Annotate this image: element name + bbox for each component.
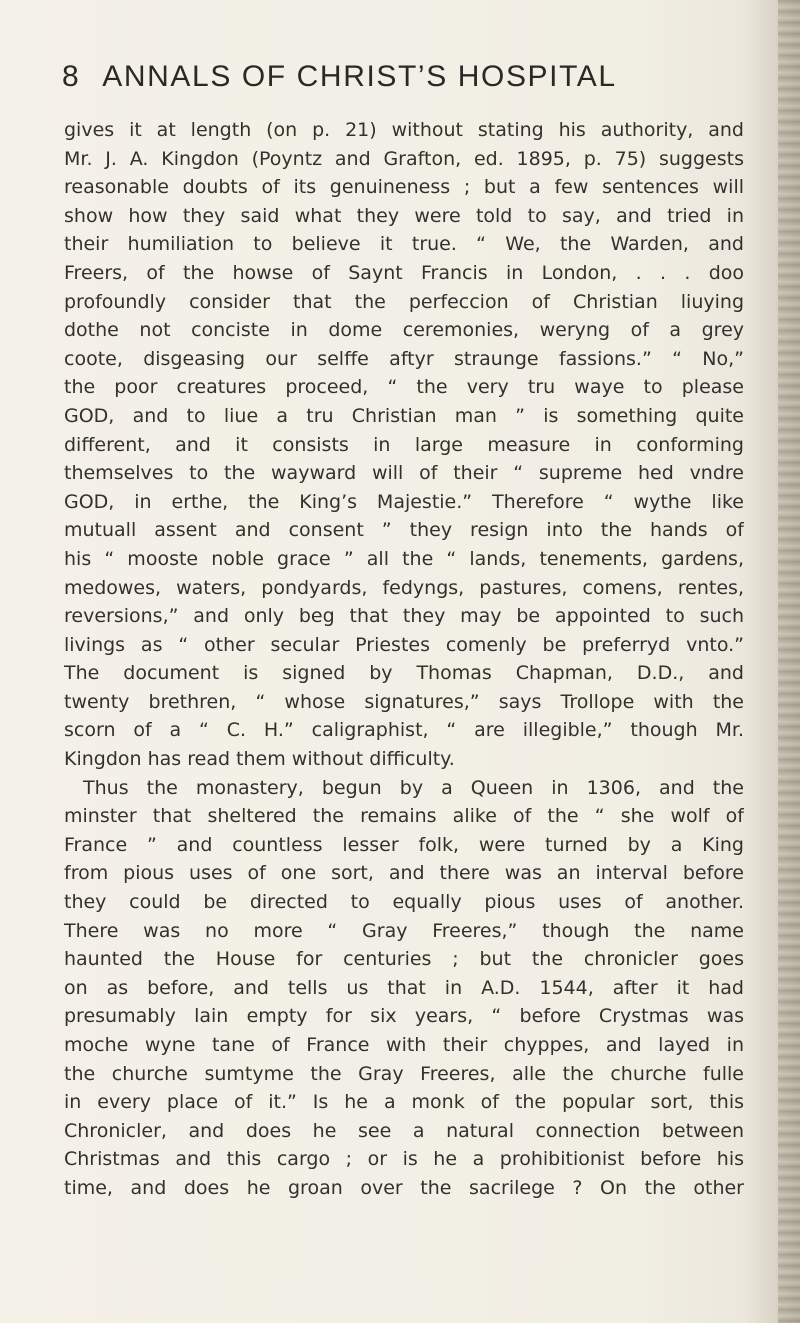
text-line: they could be directed to equally pious uses of another. (64, 891, 744, 914)
page-number: 8 (62, 60, 81, 93)
text-line: Chronicler, and does he see a natural connection between (64, 1119, 744, 1142)
text-line: scorn of a “ C. H.” caligraphist, “ are illegible,” though Mr. (64, 719, 744, 742)
text-line: medowes, waters, pondyards, fedyngs, pastures, comens, rentes, (64, 576, 744, 599)
body-text (64, 116, 744, 1203)
text-line: Christmas and this cargo ; or is he a prohibitionist before his (64, 1148, 744, 1171)
text-line: GOD, in erthe, the King’s Majestie.” Therefore “ wythe like (64, 490, 744, 513)
text-line: time, and does he groan over the sacrilege ? On the other (64, 1176, 744, 1199)
text-line: the poor creatures proceed, “ the very tru waye to please (64, 376, 744, 399)
text-line: show how they said what they were told to say, and tried in (64, 204, 744, 227)
text-line: in every place of it.” Is he a monk of the popular sort, this (64, 1091, 744, 1114)
text-line: France ” and countless lesser folk, were turned by a King (64, 833, 744, 856)
text-line: moche wyne tane of France with their chyppes, and layed in (64, 1034, 744, 1056)
text-line: gives it at length (on p. 21) without stating his authority, and (64, 119, 744, 141)
text-line: Thus the monastery, begun by a Queen in 1306, and the (83, 776, 744, 799)
text-line: themselves to the wayward will of their “ supreme hed vndre (64, 462, 744, 485)
text-line: reasonable doubts of its genuineness ; but a few sentences will (64, 176, 744, 199)
text-line: coote, disgeasing our selffe aftyr straunge fassions.” “ No,” (64, 347, 744, 370)
text-line: mutuall assent and consent ” they resign into the hands of (64, 519, 744, 542)
text-line: GOD, and to liue a tru Christian man ” is something quite (64, 404, 744, 427)
text-line: different, and it consists in large measure in conforming (64, 433, 744, 456)
text-line: profoundly consider that the perfeccion of Christian liuying (64, 290, 744, 313)
page-edge-shadow (778, 0, 800, 1323)
text-line: livings as “ other secular Priestes comenly be preferryd vnto.” (64, 633, 744, 656)
text-line: on as before, and tells us that in A.D. 1544, after it had (64, 976, 744, 999)
text-line: Mr. J. A. Kingdon (Poyntz and Grafton, ed. 1895, p. 75) suggests (64, 147, 744, 170)
text-line: The document is signed by Thomas Chapman, D.D., and (64, 662, 744, 685)
text-line: Kingdon has read them without difficulty. (64, 748, 455, 771)
running-head (62, 60, 762, 94)
text-line: There was no more “ Gray Freeres,” though the name (64, 919, 744, 942)
text-line: presumably lain empty for six years, “ before Crystmas was (64, 1005, 744, 1028)
text-line: reversions,” and only beg that they may be appointed to such (64, 605, 744, 628)
text-line: the churche sumtyme the Gray Freeres, alle the churche fulle (64, 1062, 744, 1085)
text-line: his “ mooste noble grace ” all the “ lands, tenements, gardens, (64, 547, 744, 570)
text-line: their humiliation to believe it true. “ We, the Warden, and (64, 233, 744, 256)
running-title: ANNALS OF CHRIST’S HOSPITAL (102, 60, 617, 93)
text-line: minster that sheltered the remains alike of the “ she wolf of (64, 805, 744, 828)
text-line: from pious uses of one sort, and there was an interval before (64, 862, 744, 885)
text-line: Freers, of the howse of Saynt Francis in London, . . . doo (64, 261, 744, 284)
text-line: dothe not conciste in dome ceremonies, weryng of a grey (64, 319, 744, 342)
text-line: haunted the House for centuries ; but the chronicler goes (64, 948, 744, 971)
text-line: twenty brethren, “ whose signatures,” says Trollope with the (64, 690, 744, 713)
